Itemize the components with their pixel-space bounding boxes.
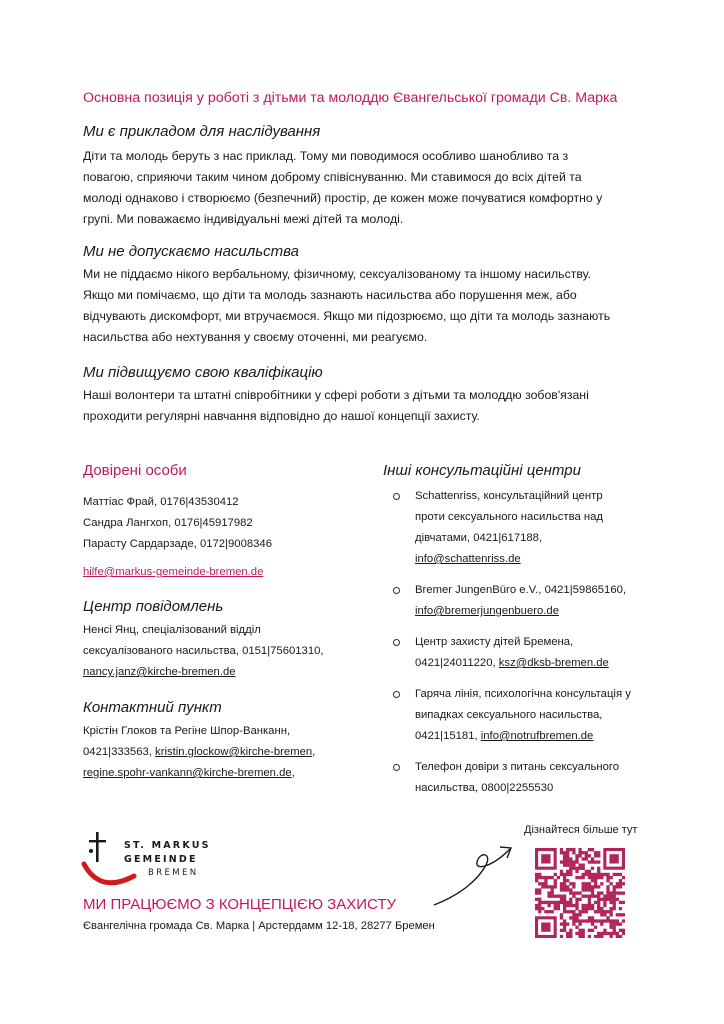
section-text-no-violence xyxy=(83,264,610,348)
text-line: насильства або нехтування у своєму оточенні, ми реагуємо. xyxy=(83,330,428,344)
list-item xyxy=(383,684,683,747)
text-line: Якщо ми помічаємо, що діти та молодь зазнають насильства або порушення меж, або xyxy=(83,288,577,302)
footer-address: Євангелічна громада Св. Марка | Арстердамм 12-18, 28277 Бремен xyxy=(83,920,435,932)
text-line: сексуалізованого насильства, 0151|75601310, xyxy=(83,645,324,657)
text-line: Гаряча лінія, психологічна консультація у xyxy=(415,688,631,700)
logo-line-2: GEMEINDE xyxy=(124,854,198,865)
jungenbuero-email-link[interactable]: info@bremerjungenbuero.de xyxy=(415,605,559,617)
notruf-email-link[interactable]: info@notrufbremen.de xyxy=(480,730,594,742)
section-heading-example: Ми є прикладом для наслідування xyxy=(83,123,321,140)
qr-code-icon[interactable] xyxy=(535,848,625,938)
other-centers-list xyxy=(383,486,683,809)
report-center-text xyxy=(83,620,324,683)
text-line: випадках сексуального насильства, xyxy=(415,709,603,721)
qr-label: Дізнайтеся більше тут xyxy=(524,824,638,836)
text-line: проходити регулярні навчання відповідно до нашої концепції захисту. xyxy=(83,409,480,423)
dksb-email-link[interactable]: ksz@dksb-bremen.de xyxy=(498,657,609,669)
text-line: Ми не піддаємо нікого вербальному, фізичному, сексуалізованому та іншому насильству. xyxy=(83,267,591,281)
bullet-icon xyxy=(393,764,400,771)
separator-text: , xyxy=(312,746,316,758)
phone-text: 0421|333563, xyxy=(83,746,156,758)
smile-arc-icon xyxy=(84,864,134,883)
list-item xyxy=(383,757,683,799)
page-title: Основна позиція у роботі з дітьми та молоддю Євангельської громади Св. Марка xyxy=(83,90,618,106)
text-line: молоді однаково і створюємо (безпечний) простір, де кожен може почуватися комфортно у xyxy=(83,191,603,205)
list-item xyxy=(383,632,683,674)
church-logo xyxy=(80,830,240,896)
section-heading-no-violence: Ми не допускаємо насильства xyxy=(83,243,299,260)
other-centers-heading: Інші консультаційні центри xyxy=(383,462,581,479)
text-line: насильства, 0800|2255530 xyxy=(415,782,554,794)
trusted-email-link[interactable]: hilfe@markus-gemeinde-bremen.de xyxy=(83,566,264,578)
footer-title: МИ ПРАЦЮЄМО З КОНЦЕПЦІЄЮ ЗАХИСТУ xyxy=(83,896,397,913)
bullet-icon xyxy=(393,639,400,646)
text-line: Bremer JungenBüro e.V., 0421|59865160, xyxy=(415,584,627,596)
list-item xyxy=(383,486,683,570)
text-line: дівчатами, 0421|617188, xyxy=(415,532,543,544)
bullet-icon xyxy=(393,691,400,698)
phone-text: 0421|15181, xyxy=(415,730,481,742)
contact-email-link-2[interactable]: regine.spohr-vankann@kirche-bremen.de xyxy=(83,767,292,779)
trusted-person: Парасту Сардарзаде, 0172|9008346 xyxy=(83,538,272,550)
trusted-person: Сандра Лангхоп, 0176|45917982 xyxy=(83,517,253,529)
contact-point-heading: Контактний пункт xyxy=(83,699,222,716)
contact-point-text xyxy=(83,721,315,784)
bullet-icon xyxy=(393,587,400,594)
text-line: Крістін Глоков та Регіне Шпор-Ванканн, xyxy=(83,725,291,737)
bullet-icon xyxy=(393,493,400,500)
text-line: групі. Ми поважаємо індивідуальні межі дітей та молоді. xyxy=(83,212,404,226)
text-line: Телефон довіри з питань сексуального xyxy=(415,761,620,773)
text-line: Ненсі Янц, спеціалізований відділ xyxy=(83,624,261,636)
trusted-persons-heading: Довірені особи xyxy=(83,462,187,479)
trusted-persons-list xyxy=(83,492,272,555)
list-item xyxy=(383,580,683,622)
text-line: Діти та молодь беруть з нас приклад. Тому ми поводимося особливо шанобливо та з xyxy=(83,149,569,163)
phone-text: 0421|24011220, xyxy=(415,657,499,669)
text-line: відчувають дискомфорт, ми втручаємося. Якщо ми підозрюємо, що діти та молодь зазнають xyxy=(83,309,611,323)
trusted-person: Маттіас Фрай, 0176|43530412 xyxy=(83,496,239,508)
text-line: повагою, сприяючи таким чином доброму співіснуванню. Ми ставимося до всіх дітей та xyxy=(83,170,582,184)
section-text-example xyxy=(83,146,602,230)
logo-line-3: BREMEN xyxy=(148,868,199,878)
text-line: Наші волонтери та штатні співробітники у сфері роботи з дітьми та молоддю зобов'язані xyxy=(83,388,589,402)
report-center-email-link[interactable]: nancy.janz@kirche-bremen.de xyxy=(83,666,236,678)
section-text-qualification xyxy=(83,385,589,427)
contact-email-link-1[interactable]: kristin.glockow@kirche-bremen xyxy=(155,746,313,758)
arrow-icon xyxy=(430,835,520,910)
report-center-heading: Центр повідомлень xyxy=(83,598,224,615)
schattenriss-email-link[interactable]: info@schattenriss.de xyxy=(415,553,521,565)
logo-line-1: ST. MARKUS xyxy=(124,840,211,851)
separator-text: , xyxy=(291,767,295,779)
text-line: Schattenriss, консультаційний центр xyxy=(415,490,603,502)
text-line: проти сексуального насильства над xyxy=(415,511,603,523)
section-heading-qualification: Ми підвищуємо свою кваліфікацію xyxy=(83,364,323,381)
text-line: Центр захисту дітей Бремена, xyxy=(415,636,574,648)
